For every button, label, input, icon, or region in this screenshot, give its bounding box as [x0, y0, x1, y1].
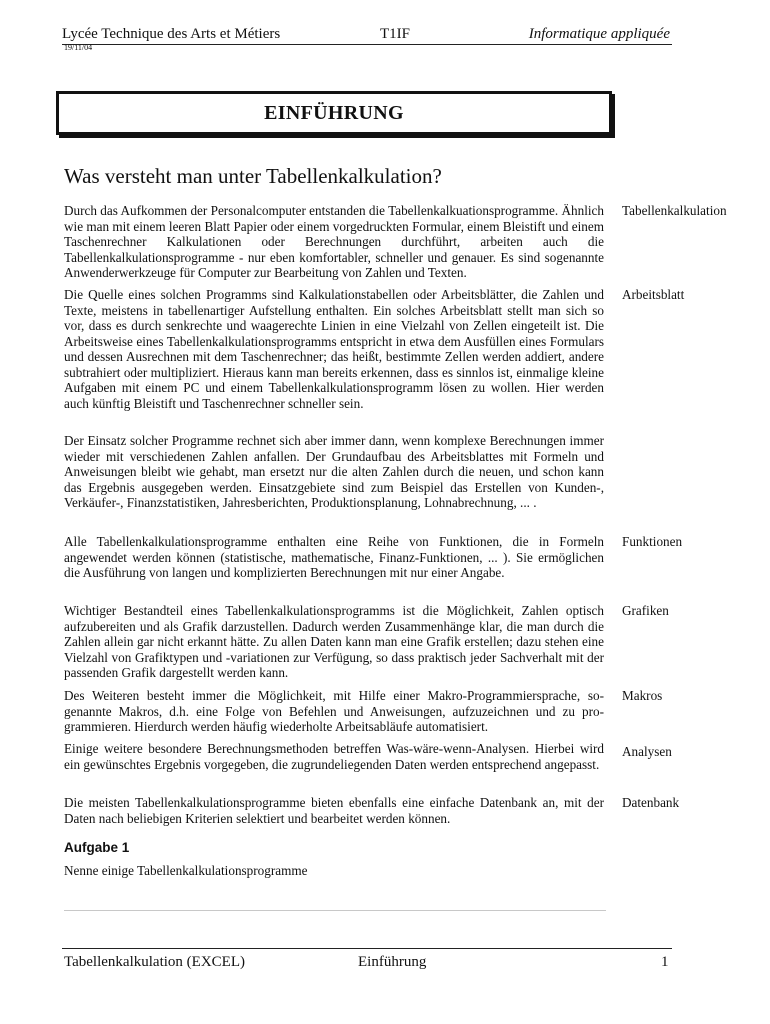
margin-note-tabellenkalkulation: Tabellenkalkulation: [622, 203, 727, 218]
paragraph-8: Die meisten Tabellenkalkulationsprogramme bieten ebenfalls eine einfache Datenbank an, mit der Daten nach beliebigen Kriterien selektiert und bearbeitet werden können.: [64, 795, 604, 826]
answer-line: [64, 910, 606, 911]
margin-note-makros: Makros: [622, 688, 663, 703]
paragraph-7: Einige weitere besondere Berechnungsmethoden betreffen Was-wäre-wenn-Analysen. Hierbei wird ein gewünschtes Ergebnis vorgegeben, die zugrundeliegenden Daten werden entsprechend angepasst.: [64, 741, 604, 772]
paragraph-1: Durch das Aufkommen der Personalcomputer entstanden die Tabellenkalkuationsprogramme. Ähnlich wie man mit einem leeren Blatt Papier oder einem vorgedruckten Formular, einem Bleistift und einem Taschenrechner Kalkulationen oder Berechnungen durchführt, arbeiten auch die Tabellenkalkulationsprogramme - nur eben komfortabler, schneller und genauer. Es sind sogenannte Anwenderwerkzeuge für Computer zur Bearbeitung von Zahlen und Texten.: [64, 203, 604, 280]
margin-note-grafiken: Grafiken: [622, 603, 669, 618]
title-box: [56, 91, 612, 135]
page-header: [62, 26, 672, 45]
paragraph-3: Der Einsatz solcher Programme rechnet sich aber immer dann, wenn komplexe Berechnungen immer wieder mit verschiedenen Zahlen anfallen. Der Grundaufbau des Arbeitsblattes mit Formeln und Anweisungen bleibt wie gehabt, man ersetzt nur die alten Zahlen durch die neuen, und schon kann das Ergebnis ausgegeben werden. Einsatzgebiete sind zum Beispiel das Erstellen von Kunden-, Verkäufer-, Finanzstatistiken, Jahresberichten, Produktionsplanung, Lohnabrechnung, ... .: [64, 433, 604, 510]
school-name: Lycée Technique des Arts et Métiers: [62, 26, 281, 42]
section-heading: Was versteht man unter Tabellenkalkulation?: [64, 164, 442, 188]
paragraph-6: Des Weiteren besteht immer die Möglichkeit, mit Hilfe einer Makro-Programmiersprache, so-genannte Makros, d.h. eine Folge von Befehlen und Anweisungen, aufzuzeichnen und zu pro-grammieren. Hierdurch werden häufig wiederholte Arbeitsabläufe automatisiert.: [64, 688, 604, 734]
margin-note-datenbank: Datenbank: [622, 795, 680, 810]
paragraph-2: Die Quelle eines solchen Programms sind Kalkulationstabellen oder Arbeitsblätter, die Zahlen und Texte, meistens in tabellenartiger Aufstellung enthalten. Ein solches Arbeitsblatt stellt man sich so vor, dass es durch senkrechte und waagerechte Linien in eine Vielzahl von Zellen eingeteilt ist. Die Arbeitsweise eines Tabellenkalkulationsprogramms entspricht in etwa dem Ausfüllen eines Formulars und dessen Ausrechnen mit dem Taschenrechner; das heißt, bestimmte Zellen werden addiert, andere subtrahiert oder multipliziert. Hieraus kann man bereits erkennen, dass es sinnlos ist, einmalige kleine Aufgaben mit einem PC und einem Tabellenkalkulationsprogramm lösen zu wollen. Hier werden auch künftig Bleistift und Taschenrechner schneller sein.: [64, 287, 604, 411]
subject-name: Informatique appliquée: [528, 26, 670, 42]
page-title: EINFÜHRUNG: [264, 101, 404, 124]
document-date: 19/11/04: [64, 43, 93, 52]
margin-note-arbeitsblatt: Arbeitsblatt: [622, 287, 685, 302]
footer-course: Tabellenkalkulation (EXCEL): [64, 954, 245, 970]
footer-divider: [62, 948, 672, 949]
footer-chapter: Einführung: [358, 954, 427, 970]
page-number: 1: [661, 954, 669, 970]
margin-note-analysen: Analysen: [622, 744, 672, 759]
paragraph-5: Wichtiger Bestandteil eines Tabellenkalkulationsprogramms ist die Möglichkeit, Zahlen optisch aufzubereiten und als Grafik darzustellen. Dadurch werden Zusammenhänge klar, die man durch die Zahlen allein gar nicht erkannt hätte. Zu allen Daten kann man eine Grafik erstellen; dazu stehen eine Vielzahl von Grafiktypen und -variationen zur Verfügung, so dass praktisch jeder Sachverhalt mit der passenden Grafik dargestellt werden kann.: [64, 603, 604, 680]
task-text: Nenne einige Tabellenkalkulationsprogramme: [64, 863, 308, 878]
task-heading: Aufgabe 1: [64, 840, 130, 855]
paragraph-4: Alle Tabellenkalkulationsprogramme enthalten eine Reihe von Funktionen, die in Formeln angewendet werden können (statistische, mathematische, Finanz-Funktionen, ... ). Sie ermöglichen die Ausführung von langen und komplizierten Berechnungen mit nur einer Angabe.: [64, 534, 604, 580]
class-name: T1IF: [380, 26, 410, 42]
margin-note-funktionen: Funktionen: [622, 534, 683, 549]
